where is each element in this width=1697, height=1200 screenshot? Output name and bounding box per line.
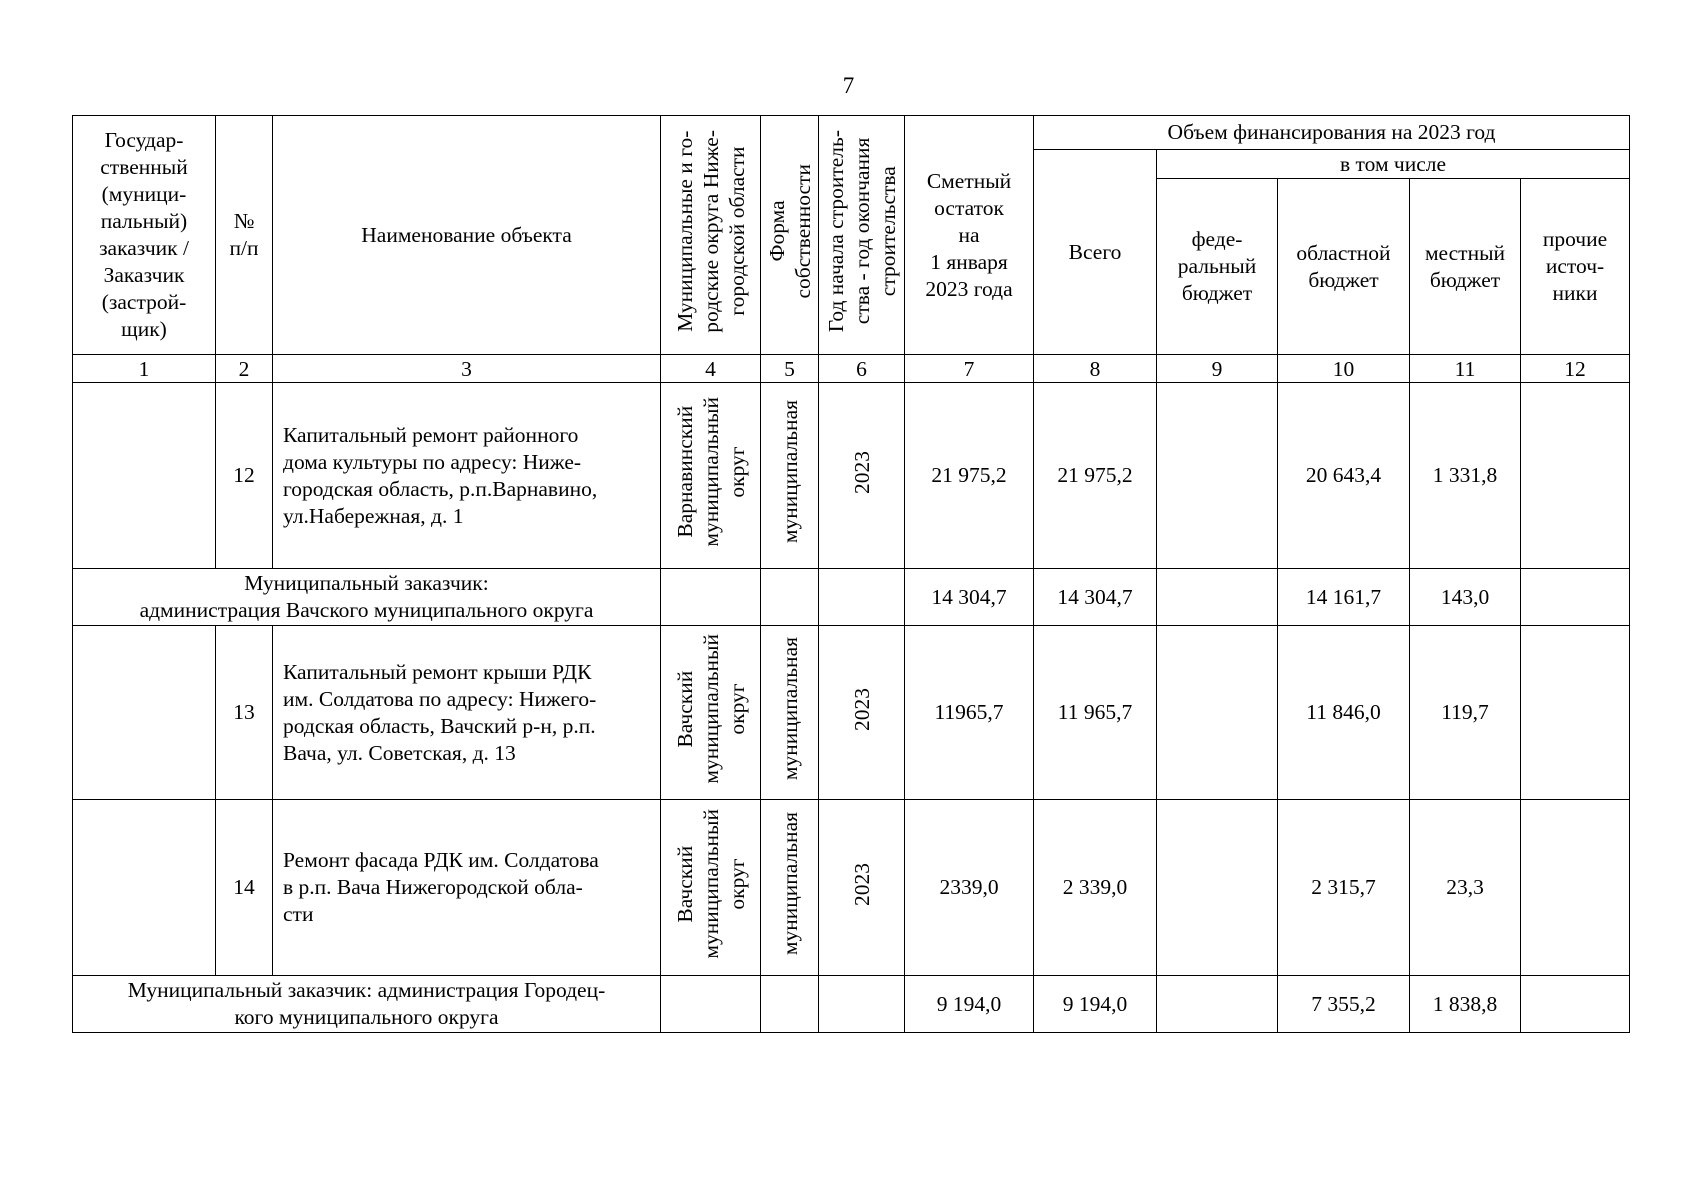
district-cell — [661, 976, 761, 1033]
financing-table — [72, 115, 1630, 1033]
federal-cell — [1157, 976, 1278, 1033]
regional-cell: 7 355,2 — [1278, 976, 1410, 1033]
total-cell: 9 194,0 — [1034, 976, 1157, 1033]
years-cell — [819, 976, 905, 1033]
object-name: Капитальный ремонт районного дома культуры по адресу: Ниже- городская область, р.п.Варнавино, ул.Набережная, д. 1 — [273, 383, 661, 569]
row-number: 14 — [216, 800, 273, 976]
estimate-cell: 14 304,7 — [905, 569, 1034, 626]
estimate-cell: 11965,7 — [905, 626, 1034, 800]
object-name: Капитальный ремонт крыши РДК им. Солдатова по адресу: Нижего- родская область, Вачский р-н, р.п. Вача, ул. Советская, д. 13 — [273, 626, 661, 800]
local-cell: 1 331,8 — [1410, 383, 1521, 569]
column-number: 4 — [661, 355, 761, 383]
total-cell: 11 965,7 — [1034, 626, 1157, 800]
other-cell — [1521, 976, 1630, 1033]
header-customer: Государ- ственный (муници- пальный) заказчик / Заказчик (застрой- щик) — [73, 116, 216, 355]
district-cell — [661, 569, 761, 626]
row-number: 12 — [216, 383, 273, 569]
ownership-cell — [761, 626, 819, 800]
total-cell: 2 339,0 — [1034, 800, 1157, 976]
column-number: 9 — [1157, 355, 1278, 383]
local-cell: 23,3 — [1410, 800, 1521, 976]
ownership-text: муниципальная — [777, 400, 802, 544]
district-cell — [661, 383, 761, 569]
regional-cell: 2 315,7 — [1278, 800, 1410, 976]
estimate-cell: 9 194,0 — [905, 976, 1034, 1033]
header-total: Всего — [1034, 150, 1157, 355]
object-name: Ремонт фасада РДК им. Солдатова в р.п. Вача Нижегородской обла- сти — [273, 800, 661, 976]
years-text: 2023 — [849, 450, 874, 494]
ownership-cell — [761, 976, 819, 1033]
column-number: 2 — [216, 355, 273, 383]
customer-cell — [73, 383, 216, 569]
customer-cell — [73, 626, 216, 800]
years-cell — [819, 800, 905, 976]
summary-label: Муниципальный заказчик: администрация Вачского муниципального округа — [73, 569, 661, 626]
column-number: 11 — [1410, 355, 1521, 383]
other-cell — [1521, 626, 1630, 800]
other-cell — [1521, 383, 1630, 569]
column-number: 1 — [73, 355, 216, 383]
header-funding: Объем финансирования на 2023 год — [1034, 116, 1630, 150]
header-other: прочие источ- ники — [1521, 179, 1630, 355]
years-cell — [819, 569, 905, 626]
column-number: 10 — [1278, 355, 1410, 383]
local-cell: 143,0 — [1410, 569, 1521, 626]
column-number: 7 — [905, 355, 1034, 383]
header-years — [819, 116, 905, 355]
summary-row — [73, 976, 1630, 1033]
header-including: в том числе — [1157, 150, 1630, 179]
local-cell: 1 838,8 — [1410, 976, 1521, 1033]
federal-cell — [1157, 626, 1278, 800]
regional-cell: 14 161,7 — [1278, 569, 1410, 626]
regional-cell: 20 643,4 — [1278, 383, 1410, 569]
other-cell — [1521, 569, 1630, 626]
years-cell — [819, 626, 905, 800]
district-cell — [661, 626, 761, 800]
header-ownership-text: Форма собственности — [764, 164, 815, 299]
column-number: 12 — [1521, 355, 1630, 383]
table-row — [73, 626, 1630, 800]
table-row — [73, 800, 1630, 976]
header-name: Наименование объекта — [273, 116, 661, 355]
header-regional: областной бюджет — [1278, 179, 1410, 355]
ownership-text: муниципальная — [777, 637, 802, 781]
row-number: 13 — [216, 626, 273, 800]
district-text: Вачский муниципальный округ — [672, 809, 749, 959]
regional-cell: 11 846,0 — [1278, 626, 1410, 800]
estimate-cell: 21 975,2 — [905, 383, 1034, 569]
column-number: 6 — [819, 355, 905, 383]
years-text: 2023 — [849, 687, 874, 731]
federal-cell — [1157, 569, 1278, 626]
ownership-cell — [761, 569, 819, 626]
header-years-text: Год начала строитель- ства - год окончания строительства — [823, 130, 900, 333]
column-number: 3 — [273, 355, 661, 383]
header-ownership — [761, 116, 819, 355]
federal-cell — [1157, 800, 1278, 976]
column-number: 5 — [761, 355, 819, 383]
other-cell — [1521, 800, 1630, 976]
district-text: Вачский муниципальный округ — [672, 634, 749, 784]
header-num: № п/п — [216, 116, 273, 355]
header-district — [661, 116, 761, 355]
column-number: 8 — [1034, 355, 1157, 383]
total-cell: 21 975,2 — [1034, 383, 1157, 569]
district-cell — [661, 800, 761, 976]
page-number: 7 — [842, 73, 855, 98]
header-estimate: Сметный остаток на 1 января 2023 года — [905, 116, 1034, 355]
federal-cell — [1157, 383, 1278, 569]
ownership-cell — [761, 383, 819, 569]
table-row — [73, 383, 1630, 569]
summary-row — [73, 569, 1630, 626]
total-cell: 14 304,7 — [1034, 569, 1157, 626]
ownership-text: муниципальная — [777, 812, 802, 956]
local-cell: 119,7 — [1410, 626, 1521, 800]
district-text: Варнавинский муниципальный округ — [672, 397, 749, 547]
estimate-cell: 2339,0 — [905, 800, 1034, 976]
header-federal: феде- ральный бюджет — [1157, 179, 1278, 355]
summary-label: Муниципальный заказчик: администрация Городец- кого муниципального округа — [73, 976, 661, 1033]
years-text: 2023 — [849, 862, 874, 906]
header-local: местный бюджет — [1410, 179, 1521, 355]
header-district-text: Муниципальные и го- родские округа Ниже- городской области — [672, 130, 749, 333]
customer-cell — [73, 800, 216, 976]
years-cell — [819, 383, 905, 569]
ownership-cell — [761, 800, 819, 976]
